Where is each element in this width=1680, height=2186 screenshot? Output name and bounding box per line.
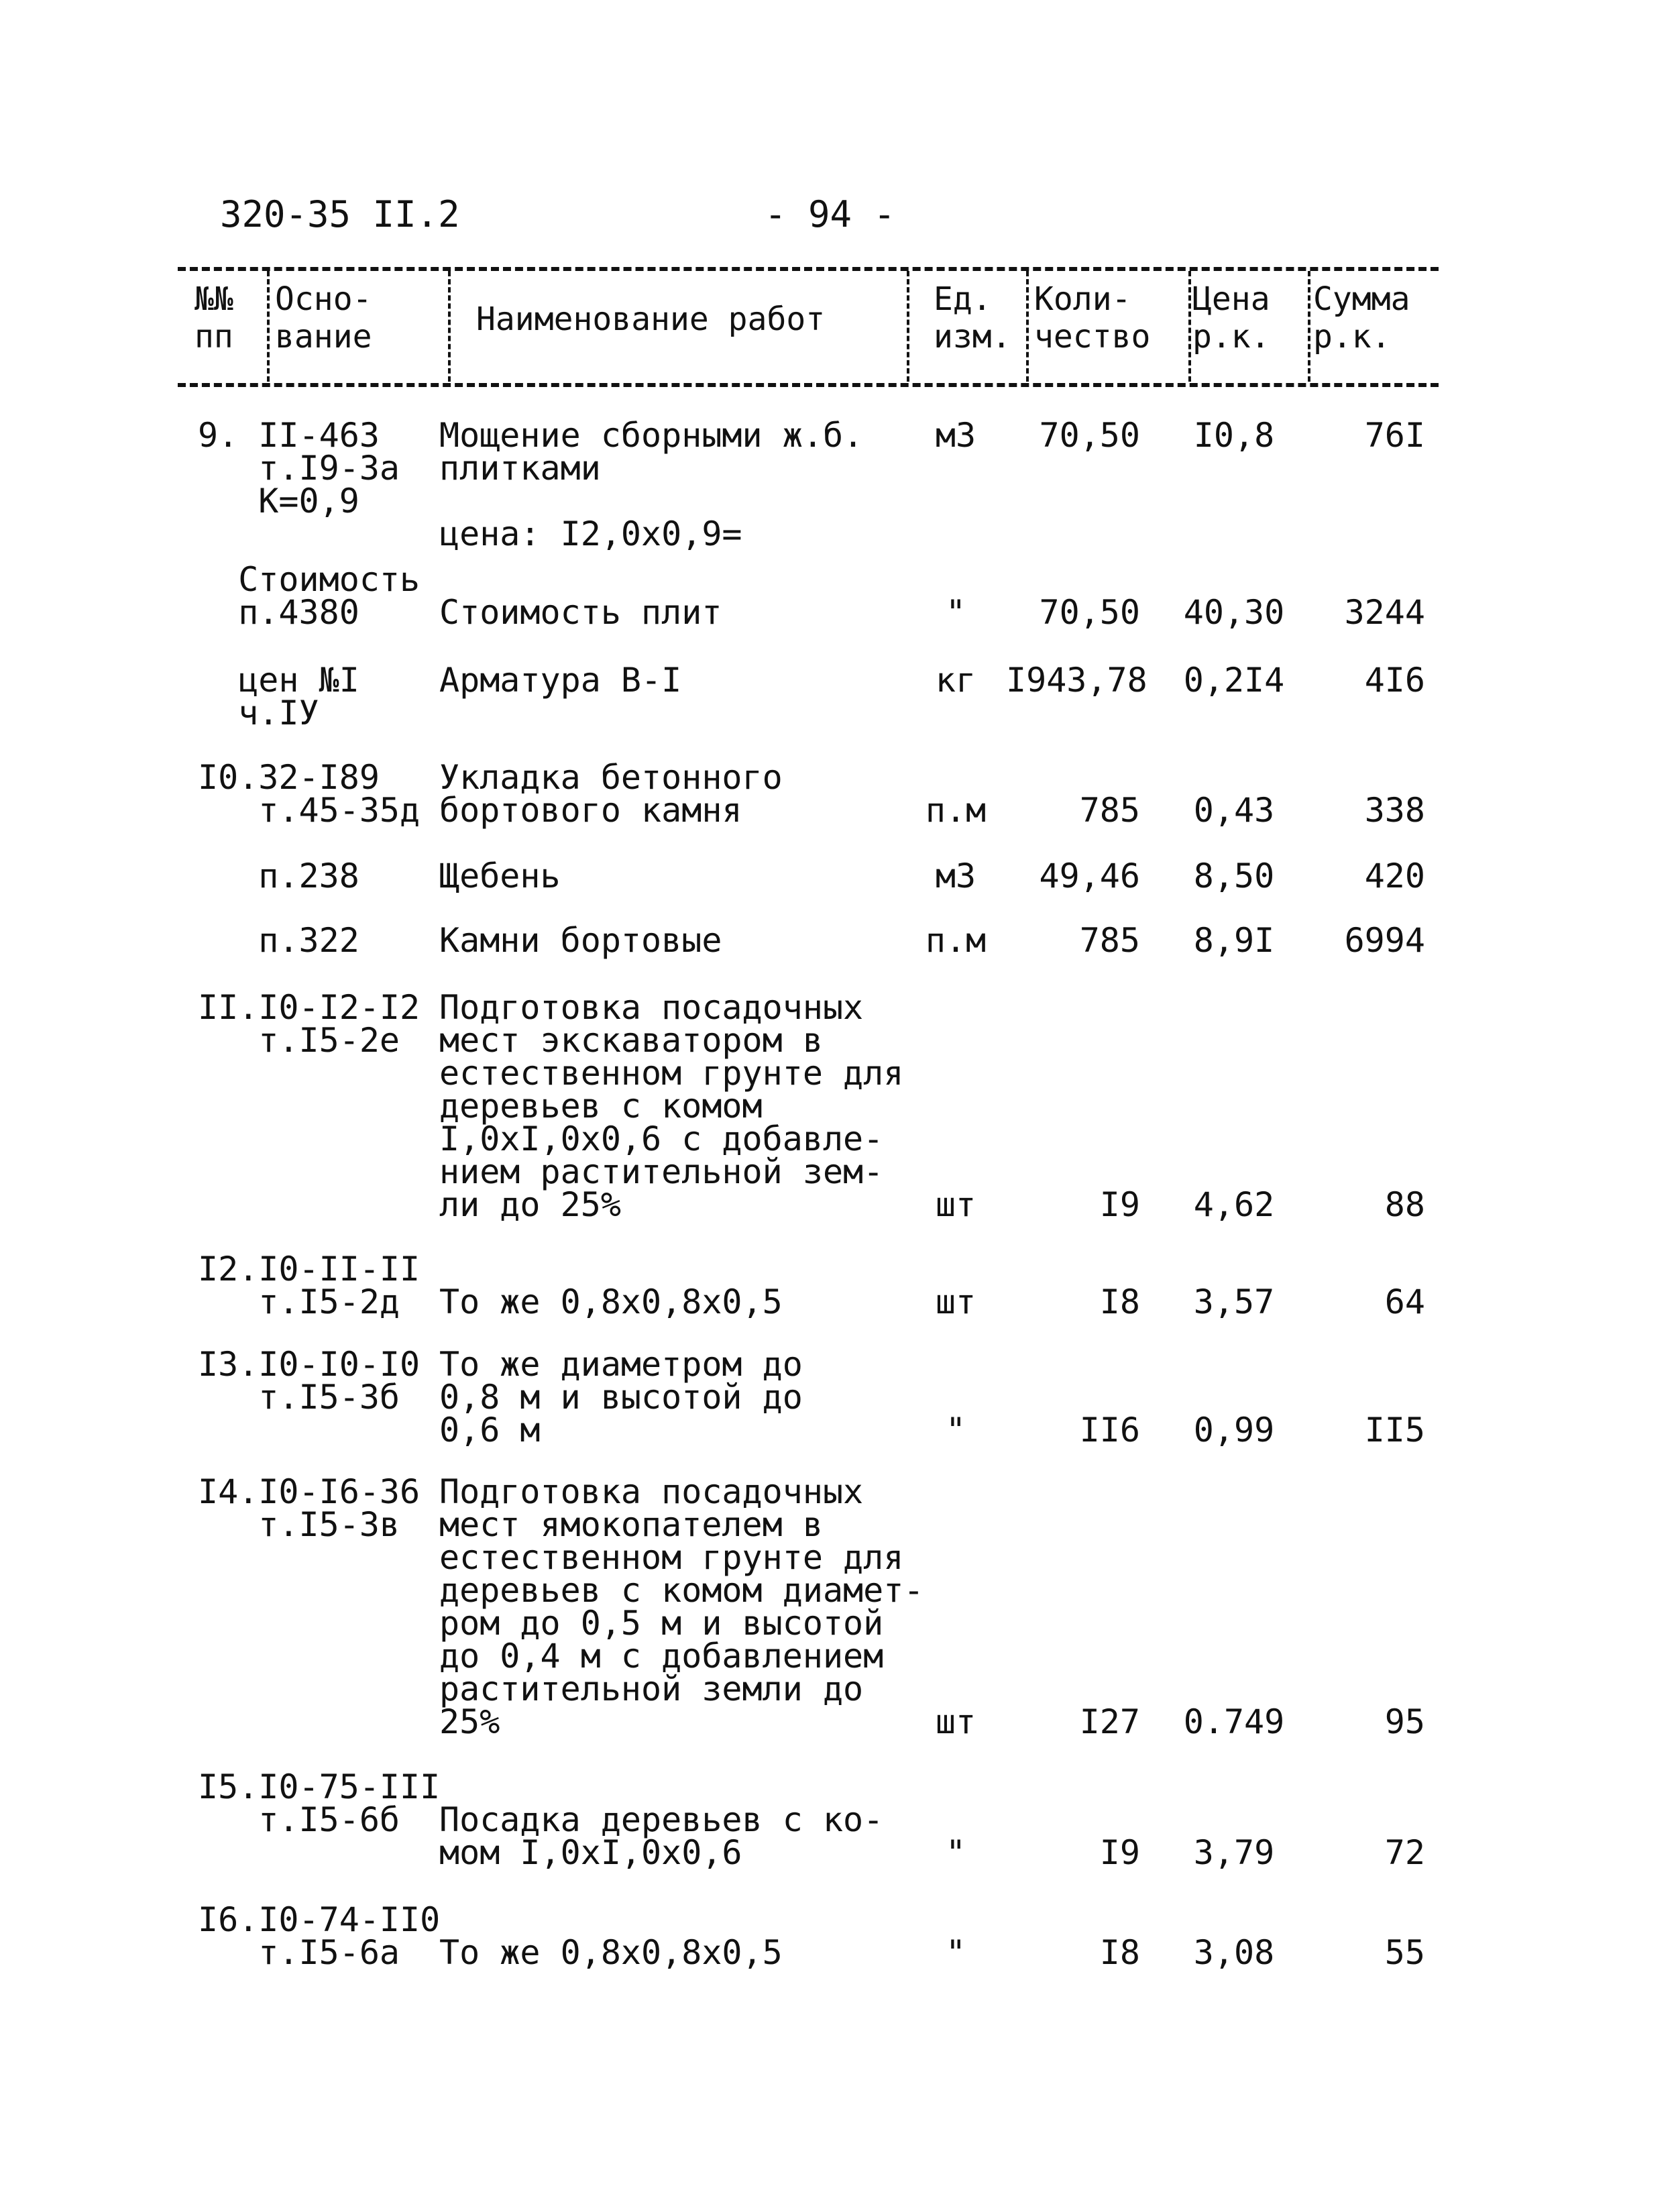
row-quantity: 785: [1079, 921, 1140, 960]
row-sum: 64: [1384, 1282, 1425, 1321]
row-quantity: I9: [1099, 1185, 1140, 1224]
row-price: 40,30: [1183, 593, 1285, 632]
row-basis: 9. II-463 т.I9-3а К=0,9: [198, 416, 400, 521]
row-unit: шт: [935, 1702, 976, 1741]
row-unit: шт: [935, 1185, 976, 1224]
row-price: 8,50: [1193, 857, 1275, 895]
row-basis: I6.I0-74-II0 т.I5-6а: [198, 1900, 441, 1972]
column-separator: [448, 271, 451, 382]
row-unit: кг: [935, 661, 976, 700]
row-price: 0.749: [1183, 1702, 1285, 1741]
row-unit: п.м: [925, 921, 987, 960]
row-basis: I5.I0-75-III т.I5-6б: [198, 1767, 441, 1839]
row-basis: I4.I0-I6-36 т.I5-3в: [198, 1472, 421, 1544]
row-price: 0,2I4: [1183, 661, 1285, 700]
row-work-name: То же диаметром до 0,8 м и высотой до 0,6 м: [439, 1345, 803, 1450]
row-sum: 55: [1384, 1933, 1425, 1972]
row-work-name: Камни бортовые: [439, 921, 722, 960]
row-unit: ": [945, 1411, 966, 1450]
row-work-name: То же 0,8х0,8х0,5: [439, 1933, 783, 1972]
row-sum: II5: [1364, 1411, 1425, 1450]
row-work-name: Мощение сборными ж.б. плитками цена: I2,0х0,9=: [439, 416, 864, 553]
row-quantity: I9: [1099, 1833, 1140, 1872]
row-basis: II.I0-I2-I2 т.I5-2е: [198, 988, 421, 1060]
column-header-basis: Осно- вание: [275, 280, 372, 356]
row-unit: шт: [935, 1282, 976, 1321]
row-basis: п.238: [198, 857, 359, 895]
row-price: 0,43: [1193, 791, 1275, 830]
row-price: I0,8: [1193, 416, 1275, 455]
row-sum: 6994: [1344, 921, 1425, 960]
row-sum: 95: [1384, 1702, 1425, 1741]
row-work-name: Подготовка посадочных мест экскаватором в естественном грунте для деревьев с комом I,0хI,0х0,6 с добавле- нием растительной зем- ли до 25%: [439, 988, 904, 1224]
row-quantity: 70,50: [1039, 593, 1140, 632]
row-sum: 76I: [1364, 416, 1425, 455]
row-price: 0,99: [1193, 1411, 1275, 1450]
row-sum: 72: [1384, 1833, 1425, 1872]
row-quantity: 70,50: [1039, 416, 1140, 455]
column-separator: [1308, 271, 1310, 382]
column-separator: [1026, 271, 1029, 382]
row-quantity: I8: [1099, 1933, 1140, 1972]
row-unit: ": [945, 593, 966, 632]
row-price: 3,79: [1193, 1833, 1275, 1872]
row-price: 8,9I: [1193, 921, 1275, 960]
column-header-number: №№ пп: [194, 280, 233, 356]
row-quantity: II6: [1079, 1411, 1140, 1450]
table-header-bottom-rule: [178, 383, 1439, 387]
row-sum: 88: [1384, 1185, 1425, 1224]
row-work-name: То же 0,8х0,8х0,5: [439, 1282, 783, 1321]
row-price: 3,57: [1193, 1282, 1275, 1321]
row-quantity: 785: [1079, 791, 1140, 830]
row-work-name: Арматура В-I: [439, 661, 682, 700]
row-basis: цен №I ч.IУ: [238, 661, 359, 732]
row-sum: 338: [1364, 791, 1425, 830]
row-basis: п.322: [198, 921, 359, 960]
row-quantity: I27: [1079, 1702, 1140, 1741]
row-quantity: 49,46: [1039, 857, 1140, 895]
row-price: 3,08: [1193, 1933, 1275, 1972]
row-work-name: Стоимость плит: [439, 593, 722, 632]
row-basis: I0.32-I89 т.45-35д: [198, 758, 421, 830]
row-basis: Стоимость п.4380: [238, 560, 421, 632]
column-header-unit: Ед. изм.: [934, 280, 1011, 356]
row-sum: 3244: [1344, 593, 1425, 632]
row-work-name: Посадка деревьев с ко- мом I,0хI,0х0,6: [439, 1800, 884, 1872]
table-header-top-rule: [178, 267, 1439, 271]
column-separator: [907, 271, 909, 382]
column-header-quantity: Коли- чество: [1034, 280, 1151, 356]
row-unit: ": [945, 1933, 966, 1972]
row-basis: I3.I0-I0-I0 т.I5-3б: [198, 1345, 421, 1417]
column-separator: [267, 271, 270, 382]
column-header-work-name: Наименование работ: [476, 300, 826, 338]
row-sum: 420: [1364, 857, 1425, 895]
row-unit: ": [945, 1833, 966, 1872]
row-work-name: Подготовка посадочных мест ямокопателем в естественном грунте для деревьев с комом диамет- ром до 0,5 м и высотой до 0,4 м с добавлением растительной земли до 25%: [439, 1472, 924, 1741]
row-basis: I2.I0-II-II т.I5-2д: [198, 1250, 421, 1321]
column-separator: [1188, 271, 1191, 382]
row-quantity: I943,78: [1006, 661, 1147, 700]
row-unit: м3: [935, 857, 976, 895]
row-work-name: Щебень: [439, 857, 561, 895]
row-price: 4,62: [1193, 1185, 1275, 1224]
row-unit: п.м: [925, 791, 987, 830]
row-unit: м3: [935, 416, 976, 455]
row-quantity: I8: [1099, 1282, 1140, 1321]
column-header-sum: Сумма р.к.: [1313, 280, 1410, 356]
document-code: 320-35 II.2: [220, 193, 460, 235]
page-number: - 94 -: [765, 193, 896, 235]
row-work-name: Укладка бетонного бортового камня: [439, 758, 783, 830]
row-sum: 4I6: [1364, 661, 1425, 700]
column-header-price: Цена р.к.: [1192, 280, 1270, 356]
